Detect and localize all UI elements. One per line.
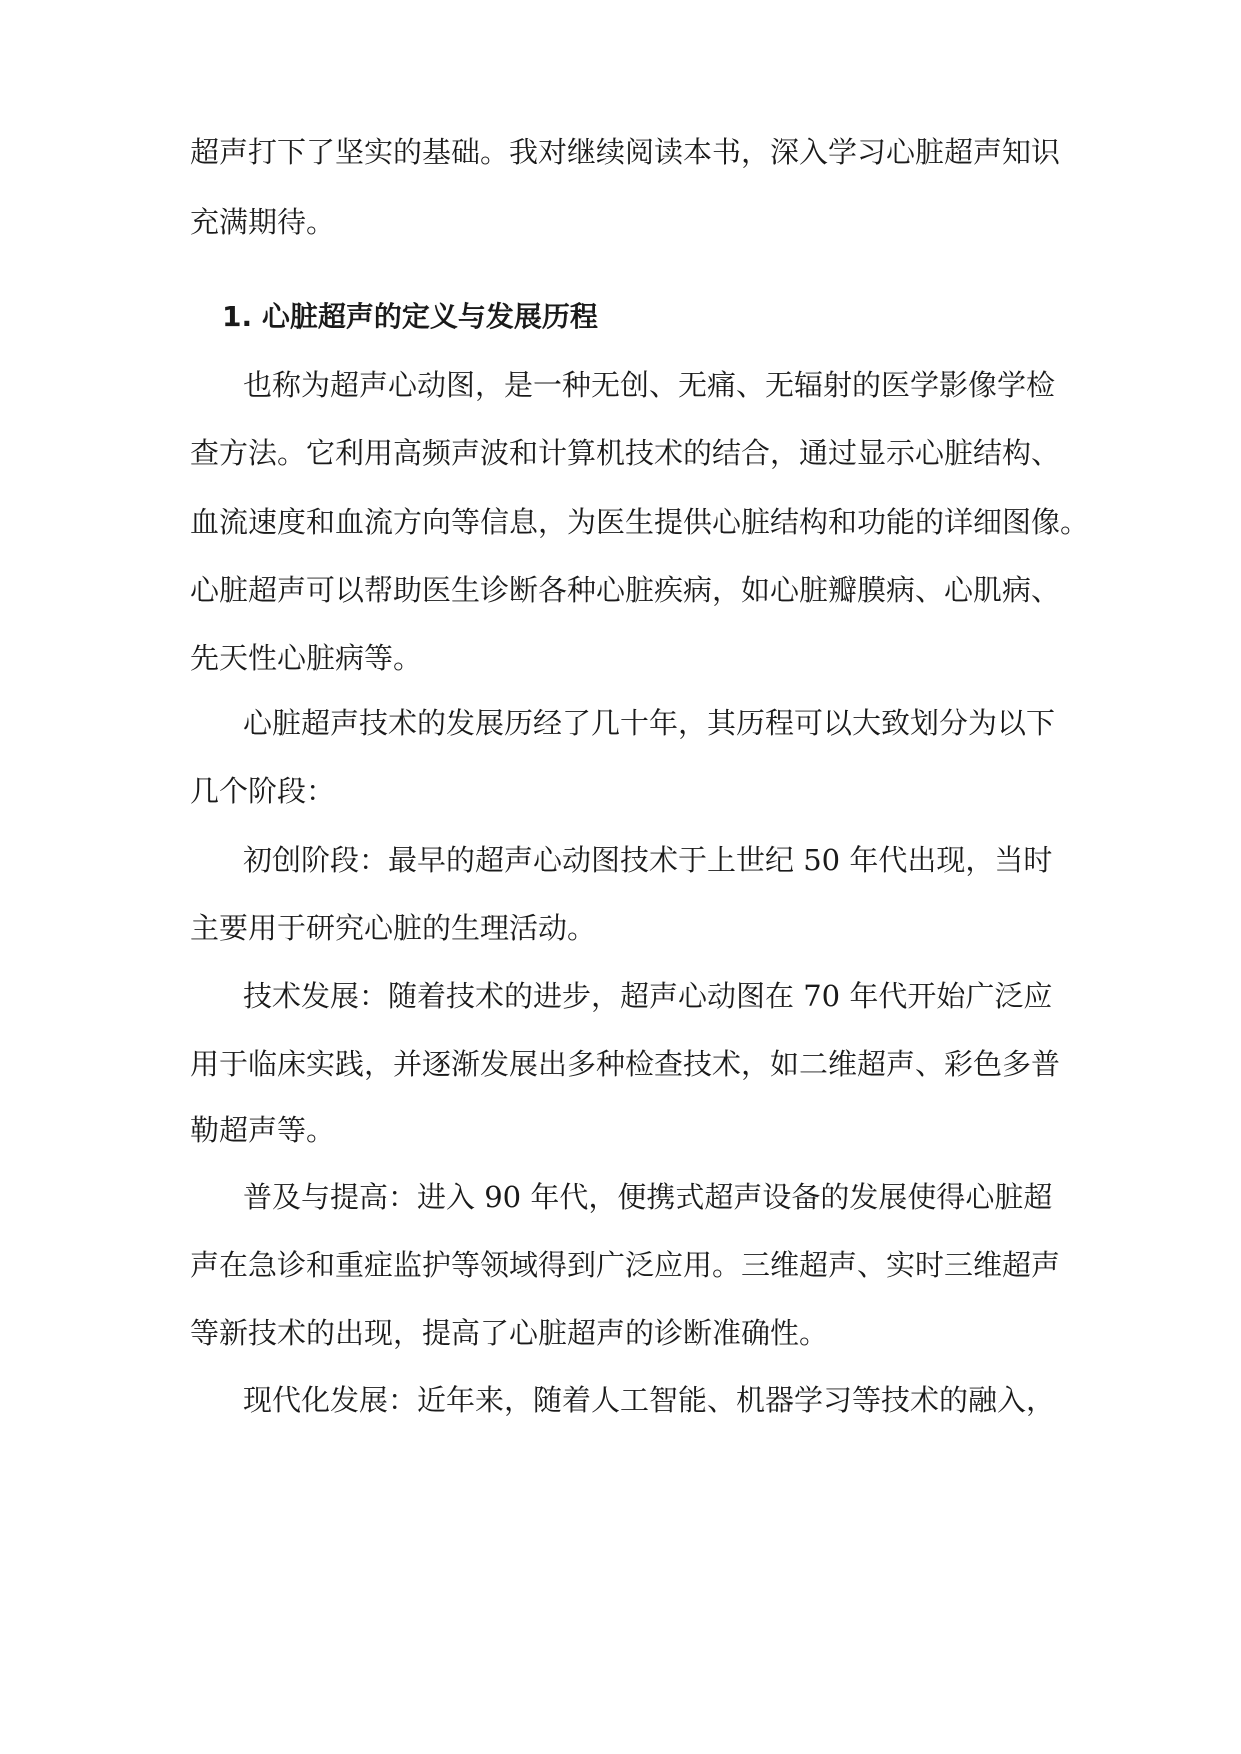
stage1-line-2: 主要用于研究心脏的生理活动。 — [190, 911, 597, 945]
intro-line-1: 超声打下了坚实的基础。我对继续阅读本书，深入学习心脏超声知识 — [190, 135, 1061, 169]
stage4-line-1: 现代化发展：近年来，随着人工智能、机器学习等技术的融入， — [243, 1383, 1056, 1417]
paragraph1-line-5: 先天性心脏病等。 — [190, 641, 423, 675]
stage3-line-1: 普及与提高：进入 90 年代，便携式超声设备的发展使得心脏超 — [243, 1180, 1053, 1214]
paragraph1-line-2: 查方法。它利用高频声波和计算机技术的结合，通过显示心脏结构、 — [190, 436, 1061, 470]
section-heading: 1. 心脏超声的定义与发展历程 — [222, 300, 598, 333]
stage2-line-3: 勒超声等。 — [190, 1113, 336, 1147]
stage2-line-2: 用于临床实践，并逐渐发展出多种检查技术，如二维超声、彩色多普 — [190, 1047, 1061, 1081]
stage3-line-2: 声在急诊和重症监护等领域得到广泛应用。三维超声、实时三维超声 — [190, 1248, 1061, 1282]
paragraph2-line-2: 几个阶段： — [190, 774, 336, 808]
paragraph1-line-3: 血流速度和血流方向等信息，为医生提供心脏结构和功能的详细图像。 — [190, 505, 1090, 539]
stage1-line-1: 初创阶段：最早的超声心动图技术于上世纪 50 年代出现，当时 — [243, 843, 1053, 877]
stage2-line-1: 技术发展：随着技术的进步，超声心动图在 70 年代开始广泛应 — [243, 979, 1053, 1013]
stage3-line-3: 等新技术的出现，提高了心脏超声的诊断准确性。 — [190, 1316, 829, 1350]
intro-line-2: 充满期待。 — [190, 205, 336, 239]
paragraph1-line-1: 也称为超声心动图，是一种无创、无痛、无辐射的医学影像学检 — [243, 368, 1056, 402]
paragraph1-line-4: 心脏超声可以帮助医生诊断各种心脏疾病，如心脏瓣膜病、心肌病、 — [190, 573, 1061, 607]
paragraph2-line-1: 心脏超声技术的发展历经了几十年，其历程可以大致划分为以下 — [243, 706, 1056, 740]
